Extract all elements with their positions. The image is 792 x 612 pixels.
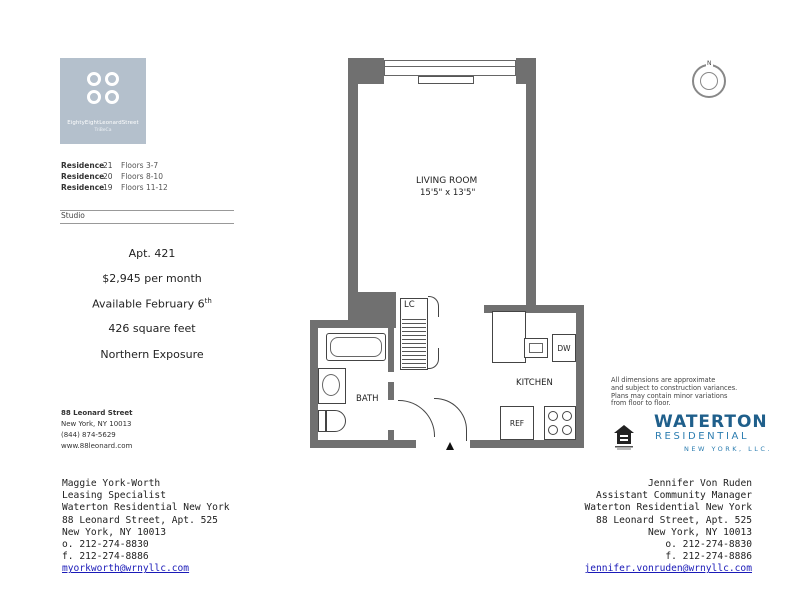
equal-housing-opportunity-icon: [613, 424, 635, 450]
contact-city: New York, NY 10013: [648, 526, 752, 538]
contact-company: Waterton Residential New York: [62, 502, 230, 514]
toilet-tank: [318, 410, 326, 432]
logo-circle: [105, 72, 119, 86]
living-room-label: LIVING ROOM: [416, 176, 478, 186]
contact-right: [584, 478, 752, 576]
window: [384, 60, 516, 76]
wall: [470, 440, 584, 448]
wall: [388, 382, 394, 400]
contact-name: Jennifer Von Ruden: [648, 478, 752, 489]
contact-left: [62, 478, 230, 576]
apt-price: $2,945 per month: [102, 272, 202, 285]
closet-label: LC: [404, 300, 415, 310]
disclaimer-line: Plans may contain minor variations: [611, 391, 728, 400]
closet-shelves: [402, 316, 426, 368]
unit-type-label: Studio: [61, 211, 85, 220]
unit-type-divider: [60, 210, 234, 224]
apt-availability: Available February 6th: [92, 297, 212, 311]
disclaimer-line: and subject to construction variances.: [611, 383, 738, 392]
contact-fax: f. 212-274-8886: [62, 551, 149, 563]
logo-circle: [105, 90, 119, 104]
entry-door: [434, 398, 467, 441]
residence-row: Residence20 Floors 8-10: [61, 172, 163, 181]
waterton-logo-location: NEW YORK, LLC.: [684, 445, 772, 453]
entry-arrow-icon: [446, 442, 454, 450]
building-website: www.88leonard.com: [61, 442, 133, 450]
wall: [310, 440, 396, 448]
dishwasher: DW: [552, 334, 576, 362]
contact-company: Waterton Residential New York: [584, 502, 752, 514]
wall: [348, 292, 396, 320]
compass-north-label: N: [707, 60, 712, 67]
wall: [576, 305, 584, 448]
bath-label: BATH: [356, 394, 379, 404]
refrigerator: REF: [500, 406, 534, 440]
counter: [492, 311, 526, 363]
stove: [544, 406, 576, 440]
contact-title: Leasing Specialist: [62, 490, 166, 502]
waterton-logo-subtext: RESIDENTIAL: [655, 431, 750, 442]
wall: [396, 440, 416, 448]
contact-email-link[interactable]: jennifer.vonruden@wrnyllc.com: [584, 563, 752, 575]
logo-circle: [87, 90, 101, 104]
residence-row: Residence19 Floors 11-12: [61, 183, 168, 192]
disclaimer-line: All dimensions are approximate: [611, 376, 716, 384]
closet-door: [428, 296, 439, 317]
contact-address: 88 Leonard Street, Apt. 525: [62, 514, 218, 526]
apt-exposure: Northern Exposure: [100, 348, 204, 361]
closet-door: [428, 348, 439, 369]
wall: [388, 320, 394, 372]
wall: [310, 320, 396, 328]
apt-size: 426 square feet: [108, 322, 196, 335]
bath-door: [398, 400, 435, 437]
wall: [516, 58, 536, 84]
compass-icon: [692, 60, 726, 98]
contact-address: 88 Leonard Street, Apt. 525: [596, 514, 752, 526]
kitchen-label: KITCHEN: [516, 378, 553, 388]
disclaimer-line: from floor to floor.: [611, 399, 671, 408]
toilet-bowl: [326, 410, 346, 432]
wall: [310, 320, 318, 448]
contact-office-phone: o. 212-274-8830: [62, 539, 149, 551]
building-address-line: New York, NY 10013: [61, 420, 132, 428]
apt-number: Apt. 421: [128, 247, 176, 260]
wall: [526, 58, 536, 312]
contact-title: Assistant Community Manager: [596, 490, 752, 502]
wall: [348, 58, 358, 320]
waterton-logo-text: WATERTON: [654, 412, 768, 432]
living-room-dimensions: 15'5" x 13'5": [420, 188, 476, 198]
radiator: [418, 76, 474, 84]
building-phone: (844) 874-5629: [61, 431, 116, 439]
building-address-line: 88 Leonard Street: [61, 409, 133, 417]
residence-row: Residence21 Floors 3-7: [61, 161, 159, 170]
contact-fax: f. 212-274-8886: [665, 551, 752, 563]
contact-email-link[interactable]: myorkworth@wrnyllc.com: [62, 563, 190, 575]
contact-city: New York, NY 10013: [62, 526, 166, 538]
wall: [388, 430, 394, 448]
contact-office-phone: o. 212-274-8830: [665, 539, 752, 551]
building-logo: [60, 58, 146, 144]
wall: [348, 58, 384, 84]
disclaimer: [611, 377, 737, 408]
logo-sub-text: TriBeCa: [94, 128, 112, 133]
logo-brand-text: EightyEightLeonardStreet: [67, 120, 139, 126]
contact-name: Maggie York-Worth: [62, 478, 161, 489]
